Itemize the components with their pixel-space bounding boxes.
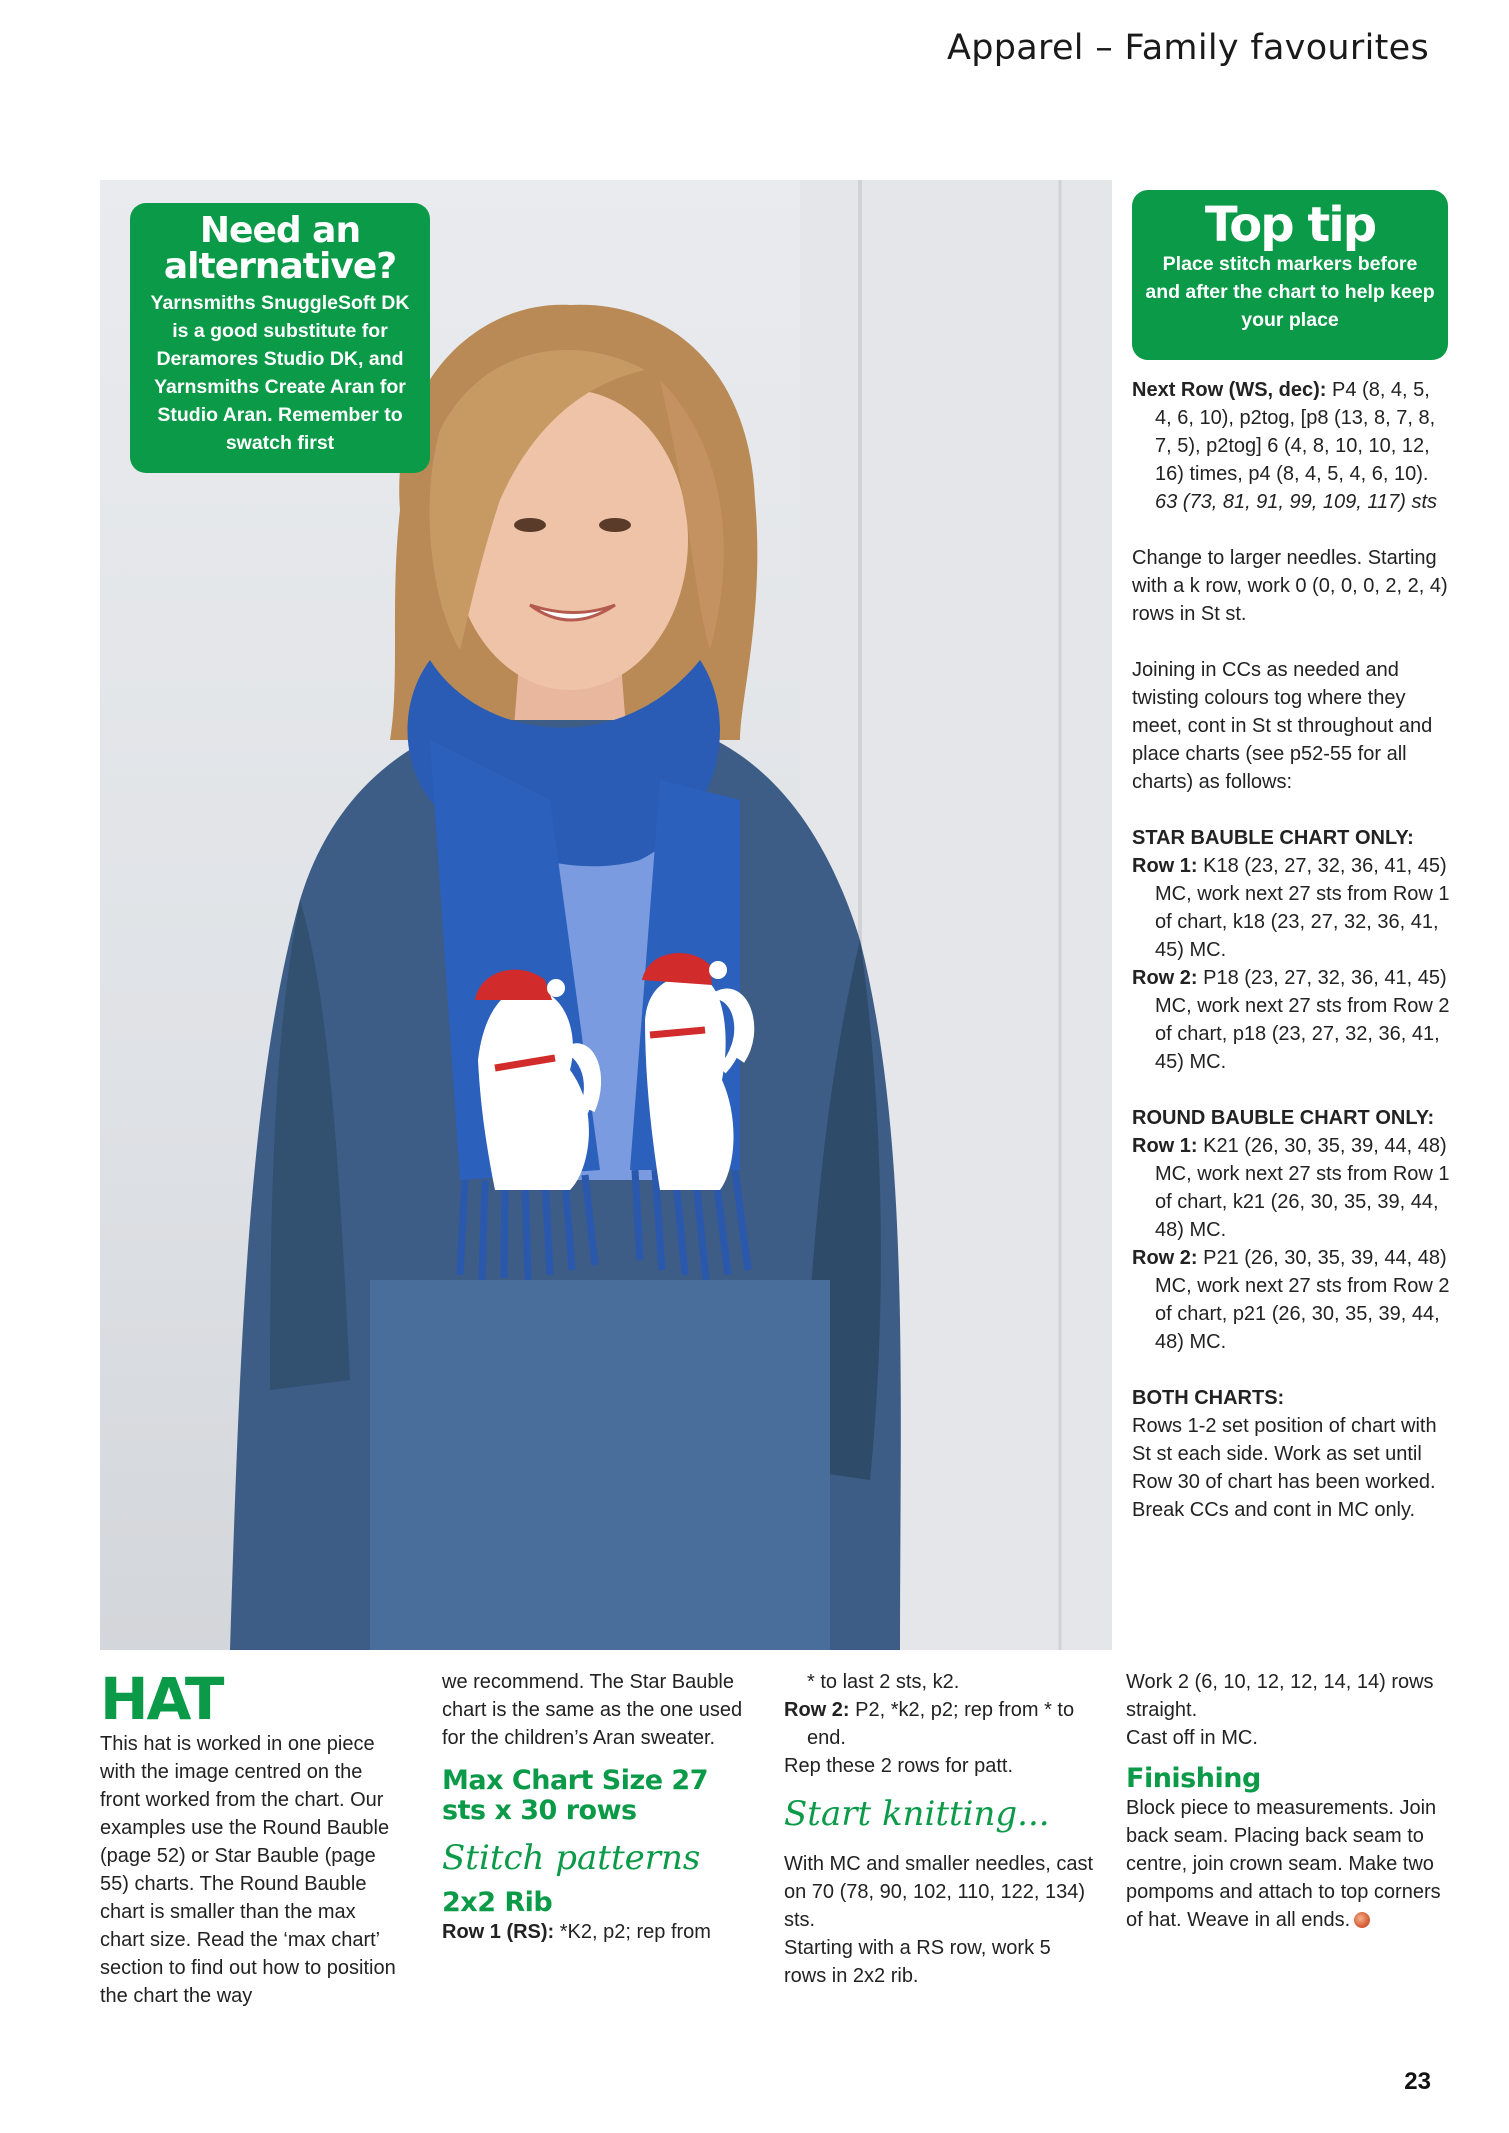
rib-row1-label: Row 1 (RS): (442, 1921, 555, 1943)
star-row2 (1132, 964, 1452, 1076)
right-column (1132, 376, 1452, 1524)
star-row1 (1132, 852, 1452, 964)
callout-title-line2: alternative? (163, 246, 397, 287)
star-chart-heading-text: STAR BAUBLE CHART ONLY: (1132, 827, 1414, 849)
hat-intro-text: This hat is worked in one piece with the image centred on the front worked from the chart. Our examples use the Round Bauble (page 52) or Star Bauble (page 55) charts. The Round Bauble chart is smaller than the max chart size. Read the ‘max chart’ section to find out how to position the chart the way (100, 1733, 396, 2007)
finishing-heading: Finishing (1126, 1763, 1261, 1794)
round-row2-label: Row 2: (1132, 1247, 1198, 1269)
end-mark-icon (1354, 1912, 1370, 1928)
section-header: Apparel – Family favourites (947, 28, 1429, 68)
starting-text: Starting with a RS row, work 5 rows in 2x2 rib. (784, 1937, 1051, 1987)
callout-body: Yarnsmiths SnuggleSoft DK is a good substitute for Deramores Studio DK, and Yarnsmiths Create Aran for Studio Aran. Remember to swatch first (150, 292, 410, 454)
change-needles-text: Change to larger needles. Starting with a k row, work 0 (0, 0, 0, 2, 2, 4) rows in St st. (1132, 547, 1448, 625)
both-charts-heading (1132, 1384, 1452, 1412)
knitting-column (784, 1668, 1094, 1990)
round-row2 (1132, 1244, 1452, 1356)
both-charts-text: Rows 1-2 set position of chart with St st each side. Work as set until Row 30 of chart has been worked. Break CCs and cont in MC only. (1132, 1415, 1437, 1521)
rib-row2-text: P2, *k2, p2; rep from * to end. (807, 1699, 1075, 1749)
callout-title-line1: Need an (199, 210, 361, 251)
cast-off-text: Cast off in MC. (1126, 1727, 1258, 1749)
repeat-text: Rep these 2 rows for patt. (784, 1755, 1014, 1777)
top-tip-title: Top tip (1204, 197, 1376, 253)
rib-heading: 2x2 Rib (442, 1887, 553, 1918)
both-charts-heading-text: BOTH CHARTS: (1132, 1387, 1285, 1409)
star-row1-label: Row 1: (1132, 855, 1198, 877)
top-tip-box (1132, 190, 1448, 360)
page-number: 23 (1404, 2068, 1431, 2095)
star-row2-label: Row 2: (1132, 967, 1198, 989)
start-knitting-heading: Start knitting... (784, 1794, 1050, 1834)
round-row1 (1132, 1132, 1452, 1244)
round-chart-heading (1132, 1104, 1452, 1132)
max-chart-heading: Max Chart Size 27 sts x 30 rows (442, 1765, 708, 1826)
round-row2-text: P21 (26, 30, 35, 39, 44, 48) MC, work next 27 sts from Row 2 of chart, p21 (26, 30, 35, 39, 44, 48) MC. (1155, 1247, 1450, 1353)
chart-column (442, 1668, 752, 1946)
star-row2-text: P18 (23, 27, 32, 36, 41, 45) MC, work next 27 sts from Row 2 of chart, p18 (23, 27, 32, 36, 41, 45) MC. (1155, 967, 1450, 1073)
finishing-column (1126, 1668, 1444, 1934)
stitch-patterns-heading: Stitch patterns (442, 1838, 701, 1878)
rib-row1 (442, 1918, 752, 1946)
round-row1-text: K21 (26, 30, 35, 39, 44, 48) MC, work next 27 sts from Row 1 of chart, k21 (26, 30, 35, 39, 44, 48) MC. (1155, 1135, 1450, 1241)
alternative-callout (130, 203, 430, 473)
top-tip-body: Place stitch markers before and after the chart to help keep your place (1145, 253, 1435, 331)
work-rows-text: Work 2 (6, 10, 12, 12, 14, 14) rows straight. (1126, 1671, 1434, 1721)
next-row-text: P4 (8, 4, 5, 4, 6, 10), p2tog, [p8 (13, 8, 7, 8, 7, 5), p2tog] 6 (4, 8, 10, 10, 12, 16) times, p4 (8, 4, 5, 4, 6, 10). (1155, 379, 1436, 485)
round-row1-label: Row 1: (1132, 1135, 1198, 1157)
hat-title: HAT (100, 1665, 223, 1733)
finishing-text (1126, 1794, 1444, 1934)
round-chart-heading-text: ROUND BAUBLE CHART ONLY: (1132, 1107, 1435, 1129)
finishing-text-body: Block piece to measurements. Join back seam. Placing back seam to centre, join crown seam. Make two pompoms and attach to top corners of hat. Weave in all ends. (1126, 1797, 1441, 1931)
star-chart-heading (1132, 824, 1452, 852)
joining-text: Joining in CCs as needed and twisting colours tog where they meet, cont in St st throughout and place charts (see p52-55 for all charts) as follows: (1132, 659, 1433, 793)
rib-row2 (784, 1696, 1094, 1752)
next-row-label: Next Row (WS, dec): (1132, 379, 1327, 401)
cast-on-text: With MC and smaller needles, cast on 70 (78, 90, 102, 110, 122, 134) sts. (784, 1853, 1094, 1931)
rib-row1-continued: * to last 2 sts, k2. (807, 1671, 960, 1693)
next-row-sts: 63 (73, 81, 91, 99, 109, 117) sts (1155, 491, 1438, 513)
star-row1-text: K18 (23, 27, 32, 36, 41, 45) MC, work next 27 sts from Row 1 of chart, k18 (23, 27, 32, 36, 41, 45) MC. (1155, 855, 1450, 961)
rib-row2-label: Row 2: (784, 1699, 850, 1721)
rib-row1-text: *K2, p2; rep from (554, 1921, 711, 1943)
next-row-instruction (1132, 376, 1452, 516)
hat-column (100, 1665, 400, 2010)
recommend-text: we recommend. The Star Bauble chart is the same as the one used for the children’s Aran sweater. (442, 1671, 743, 1749)
